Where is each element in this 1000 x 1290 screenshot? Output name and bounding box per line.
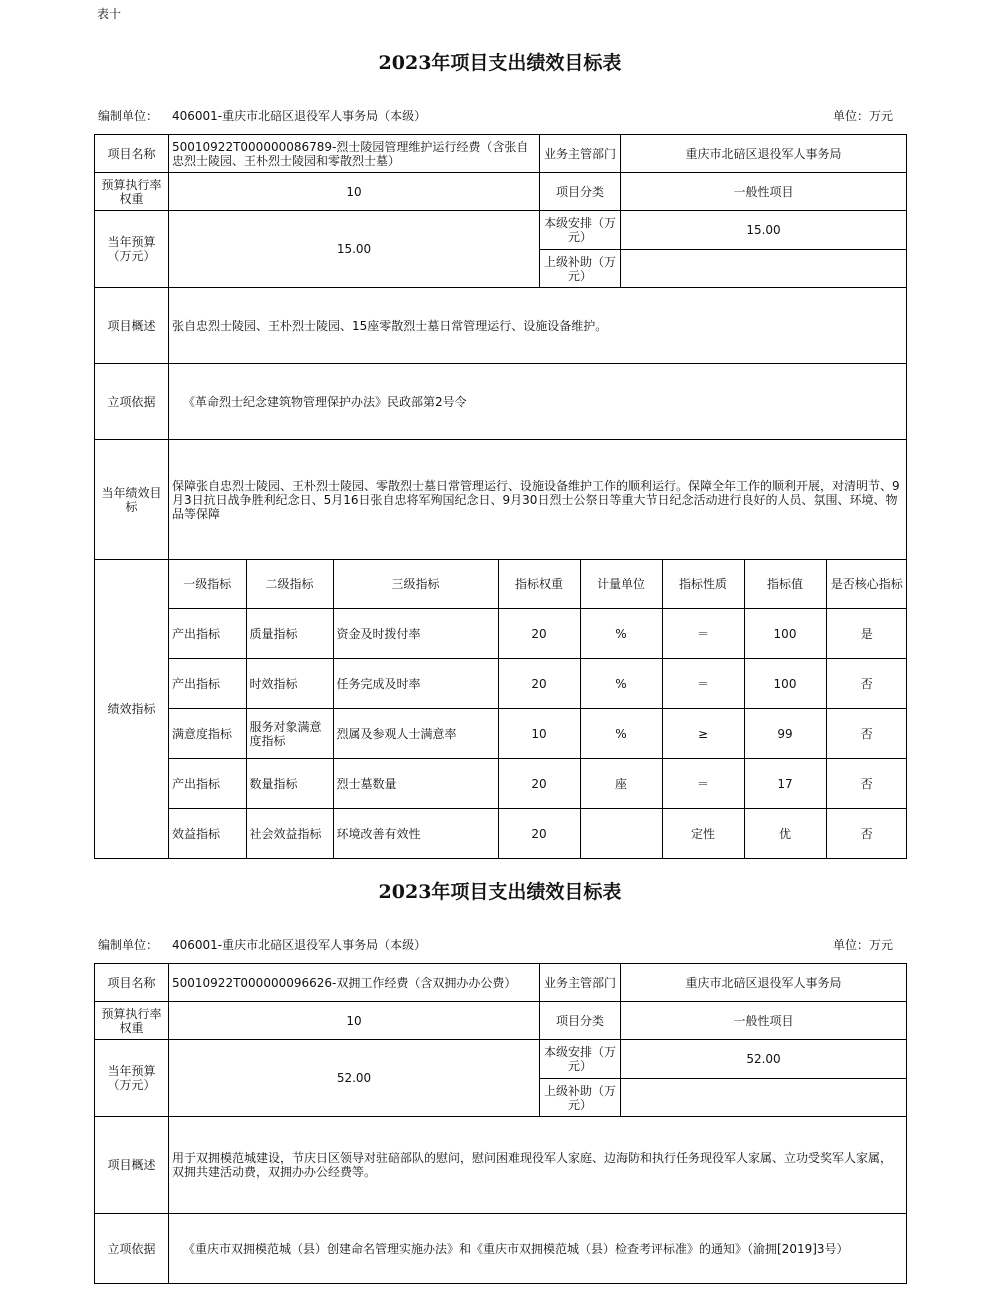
perf-nature: 定性 — [662, 809, 744, 859]
perf-value: 100 — [744, 659, 826, 709]
t2-overview-value: 用于双拥模范城建设，节庆日区领导对驻碚部队的慰问，慰问困难现役军人家庭、边海防和执行任务现役军人家属、立功受奖军人家属，双拥共建活动费，双拥办办公经费等。 — [169, 1117, 907, 1214]
t1-goal-label: 当年绩效目标 — [95, 440, 169, 560]
t1-perf-label: 绩效指标 — [95, 560, 169, 859]
perf-core: 否 — [826, 659, 907, 709]
t1-weight-label: 预算执行率权重 — [95, 173, 169, 211]
table1-title: 2023年项目支出绩效目标表 — [378, 52, 622, 74]
perf-header: 指标性质 — [662, 560, 744, 609]
t1-overview-label: 项目概述 — [95, 288, 169, 364]
table-row — [169, 709, 907, 759]
perf-level2: 社会效益指标 — [246, 809, 333, 859]
perf-value: 17 — [744, 759, 826, 809]
t2-local-label: 本级安排（万元） — [540, 1040, 621, 1079]
table2-org-label: 编制单位： — [98, 938, 159, 952]
t2-budget-label: 当年预算（万元） — [95, 1040, 169, 1117]
perf-level3: 烈属及参观人士满意率 — [333, 709, 498, 759]
t2-overview-label: 项目概述 — [95, 1117, 169, 1214]
perf-level1: 产出指标 — [169, 609, 246, 659]
t1-project-name-label: 项目名称 — [95, 135, 169, 173]
perf-weight: 20 — [498, 659, 580, 709]
perf-value: 99 — [744, 709, 826, 759]
perf-level2: 质量指标 — [246, 609, 333, 659]
t1-upper-value — [621, 250, 907, 288]
perf-level2: 时效指标 — [246, 659, 333, 709]
perf-nature: ＝ — [662, 759, 744, 809]
t2-category-value: 一般性项目 — [621, 1002, 907, 1040]
t1-basis-value: 《革命烈士纪念建筑物管理保护办法》民政部第2号令 — [169, 364, 907, 440]
table1-org-label: 编制单位： — [98, 109, 159, 123]
perf-header: 三级指标 — [333, 560, 498, 609]
t1-category-value: 一般性项目 — [621, 173, 907, 211]
perf-unit: % — [580, 709, 662, 759]
perf-core: 否 — [826, 759, 907, 809]
t2-category-label: 项目分类 — [540, 1002, 621, 1040]
perf-unit: 座 — [580, 759, 662, 809]
table-row — [169, 759, 907, 809]
perf-unit: % — [580, 659, 662, 709]
t1-weight-value: 10 — [169, 173, 540, 211]
perf-unit: % — [580, 609, 662, 659]
table1 — [94, 134, 907, 859]
perf-core: 否 — [826, 809, 907, 859]
table2 — [94, 963, 907, 1284]
t1-project-name: 50010922T000000086789-烈士陵园管理维护运行经费（含张自忠烈士陵园、王朴烈士陵园和零散烈士墓） — [169, 135, 540, 173]
perf-header: 二级指标 — [246, 560, 333, 609]
t1-perf-cell — [169, 560, 907, 859]
t1-perf-header-row — [169, 560, 907, 609]
t2-project-name: 50010922T000000096626-双拥工作经费（含双拥办办公费） — [169, 964, 540, 1002]
perf-unit — [580, 809, 662, 859]
perf-core: 否 — [826, 709, 907, 759]
table2-unit-label: 单位：万元 — [833, 938, 894, 952]
t2-dept-label: 业务主管部门 — [540, 964, 621, 1002]
t1-dept-value: 重庆市北碚区退役军人事务局 — [621, 135, 907, 173]
table-row — [169, 809, 907, 859]
perf-value: 100 — [744, 609, 826, 659]
table-row — [169, 609, 907, 659]
t2-upper-value — [621, 1079, 907, 1117]
table2-org-value: 406001-重庆市北碚区退役军人事务局（本级） — [172, 938, 427, 952]
t1-local-label: 本级安排（万元） — [540, 211, 621, 250]
perf-nature: ＝ — [662, 659, 744, 709]
t2-local-value: 52.00 — [621, 1040, 907, 1079]
t1-budget-label: 当年预算（万元） — [95, 211, 169, 288]
table1-org-value: 406001-重庆市北碚区退役军人事务局（本级） — [172, 109, 427, 123]
t2-project-name-label: 项目名称 — [95, 964, 169, 1002]
perf-header: 指标值 — [744, 560, 826, 609]
t1-upper-label: 上级补助（万元） — [540, 250, 621, 288]
perf-header: 一级指标 — [169, 560, 246, 609]
perf-value: 优 — [744, 809, 826, 859]
perf-header: 指标权重 — [498, 560, 580, 609]
page-label: 表十 — [97, 7, 122, 21]
table1-unit-label: 单位：万元 — [833, 109, 894, 123]
perf-nature: ＝ — [662, 609, 744, 659]
perf-level3: 烈士墓数量 — [333, 759, 498, 809]
t2-upper-label: 上级补助（万元） — [540, 1079, 621, 1117]
perf-level3: 资金及时拨付率 — [333, 609, 498, 659]
t1-dept-label: 业务主管部门 — [540, 135, 621, 173]
perf-weight: 10 — [498, 709, 580, 759]
perf-level3: 环境改善有效性 — [333, 809, 498, 859]
t1-budget-value: 15.00 — [169, 211, 540, 288]
table-row — [169, 659, 907, 709]
t1-basis-label: 立项依据 — [95, 364, 169, 440]
t2-basis-label: 立项依据 — [95, 1214, 169, 1284]
perf-level1: 满意度指标 — [169, 709, 246, 759]
t2-dept-value: 重庆市北碚区退役军人事务局 — [621, 964, 907, 1002]
perf-header: 计量单位 — [580, 560, 662, 609]
perf-weight: 20 — [498, 759, 580, 809]
perf-weight: 20 — [498, 809, 580, 859]
t1-overview-value: 张自忠烈士陵园、王朴烈士陵园、15座零散烈士墓日常管理运行、设施设备维护。 — [169, 288, 907, 364]
perf-level3: 任务完成及时率 — [333, 659, 498, 709]
t2-weight-value: 10 — [169, 1002, 540, 1040]
t1-goal-value: 保障张自忠烈士陵园、王朴烈士陵园、零散烈士墓日常管理运行、设施设备维护工作的顺利运行。保障全年工作的顺利开展，对清明节、9月3日抗日战争胜利纪念日、5月16日张自忠将军殉国纪念日、9月30日烈士公祭日等重大节日纪念活动进行良好的人员、氛围、环境、物品等保障 — [169, 440, 907, 560]
perf-level2: 数量指标 — [246, 759, 333, 809]
t1-local-value: 15.00 — [621, 211, 907, 250]
perf-core: 是 — [826, 609, 907, 659]
perf-level1: 效益指标 — [169, 809, 246, 859]
perf-level1: 产出指标 — [169, 759, 246, 809]
table2-title: 2023年项目支出绩效目标表 — [378, 881, 622, 903]
t2-weight-label: 预算执行率权重 — [95, 1002, 169, 1040]
t1-perf-table — [169, 560, 907, 858]
t2-basis-value: 《重庆市双拥模范城（县）创建命名管理实施办法》和《重庆市双拥模范城（县）检查考评标准》的通知》（渝拥[2019]3号） — [169, 1214, 907, 1284]
perf-level1: 产出指标 — [169, 659, 246, 709]
perf-nature: ≥ — [662, 709, 744, 759]
perf-header: 是否核心指标 — [826, 560, 907, 609]
perf-level2: 服务对象满意度指标 — [246, 709, 333, 759]
t2-budget-value: 52.00 — [169, 1040, 540, 1117]
t1-category-label: 项目分类 — [540, 173, 621, 211]
perf-weight: 20 — [498, 609, 580, 659]
